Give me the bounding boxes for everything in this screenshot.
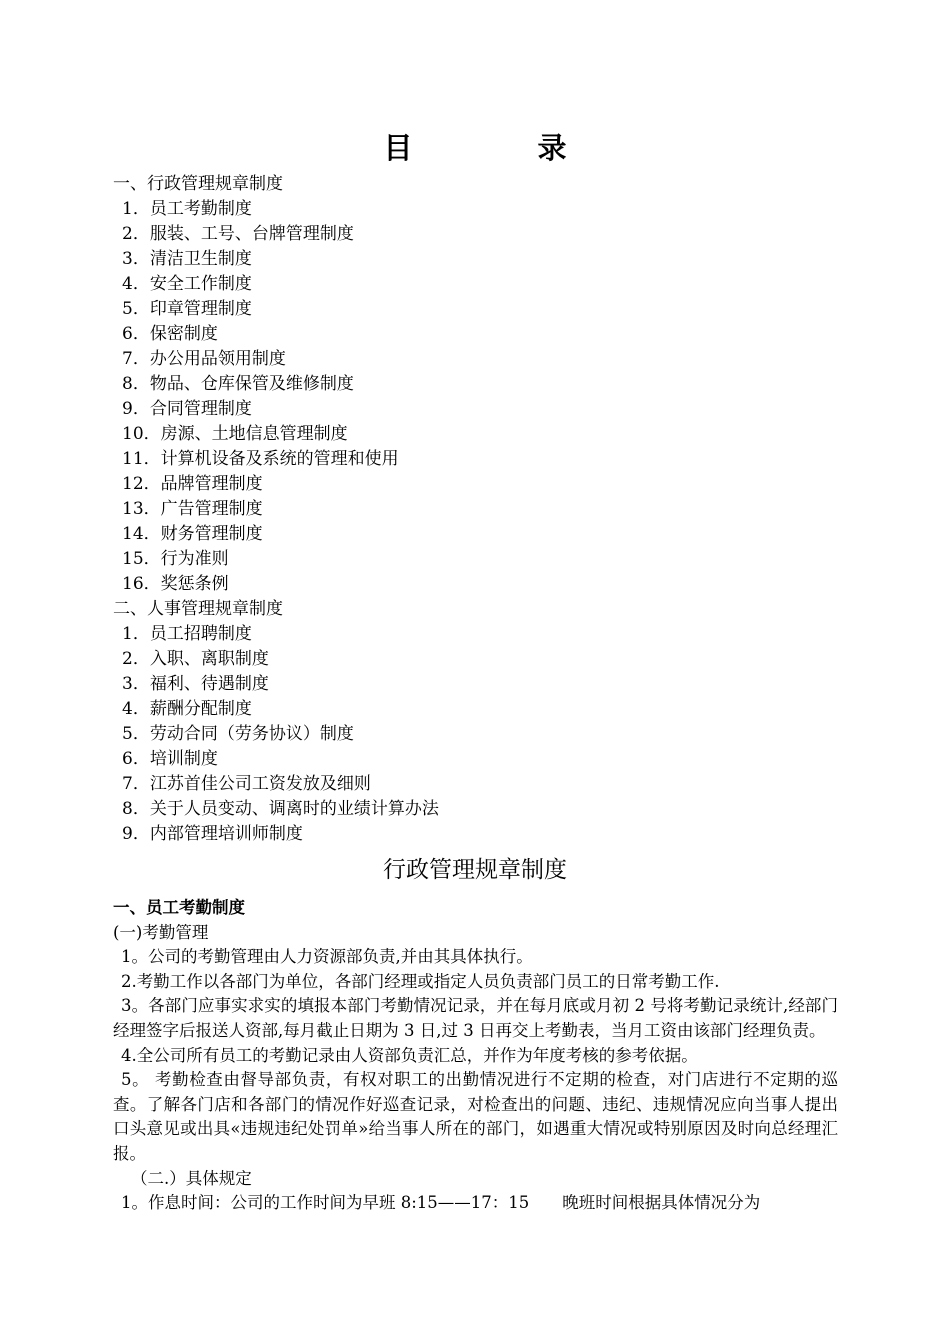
- toc-item: 3．福利、待遇制度: [122, 674, 269, 694]
- paragraph-6: 1。作息时间：公司的工作时间为早班 8:15——17：15 晚班时间根据具体情况分为: [121, 1193, 761, 1213]
- toc-item: 7．办公用品领用制度: [122, 349, 286, 369]
- paragraph-1: 1。公司的考勤管理由人力资源部负责,并由其具体执行。: [121, 947, 533, 967]
- paragraph-4: 4.全公司所有员工的考勤记录由人资部负责汇总，并作为年度考核的参考依据。: [121, 1045, 698, 1065]
- toc-item: 6．保密制度: [122, 324, 218, 344]
- subheading-attendance-management: (一)考勤管理: [113, 922, 209, 942]
- toc-item: 4．薪酬分配制度: [122, 699, 252, 719]
- section-title: 行政管理规章制度: [383, 857, 567, 883]
- paragraph-3: 3。各部门应事实求实的填报本部门考勤情况记录，并在每月底或月初 2 号将考勤记录统计,经部门经理签字后报送人资部,每月截止日期为 3 日,过 3 日再交上考勤表，当月工资由该部门经理负责。: [113, 996, 838, 1040]
- toc-item: 5．印章管理制度: [122, 299, 252, 319]
- table-of-contents: [113, 172, 853, 847]
- toc-item: 9．合同管理制度: [122, 399, 252, 419]
- toc-item: 1．员工考勤制度: [122, 199, 252, 219]
- toc-item: 11．计算机设备及系统的管理和使用: [122, 449, 399, 469]
- toc-item: 6．培训制度: [122, 749, 218, 769]
- toc-item: 16．奖惩条例: [122, 574, 229, 594]
- toc-item: 3．清洁卫生制度: [122, 249, 252, 269]
- toc-item: 8．关于人员变动、调离时的业绩计算办法: [122, 799, 439, 819]
- toc-item: 14．财务管理制度: [122, 524, 263, 544]
- toc-item: 15．行为准则: [122, 549, 229, 569]
- toc-item: 13．广告管理制度: [122, 499, 263, 519]
- section-body: [113, 896, 838, 1216]
- toc-item: 10．房源、土地信息管理制度: [122, 424, 348, 444]
- toc-item: 12．品牌管理制度: [122, 474, 263, 494]
- toc-item: 1．员工招聘制度: [122, 624, 252, 644]
- paragraph-2: 2.考勤工作以各部门为单位，各部门经理或指定人员负责部门员工的日常考勤工作.: [121, 971, 720, 991]
- toc-section: 一、行政管理规章制度: [113, 174, 283, 194]
- paragraph-5: 5。 考勤检查由督导部负责，有权对职工的出勤情况进行不定期的检查，对门店进行不定期的巡查。了解各门店和各部门的情况作好巡查记录，对检查出的问题、违纪、违规情况应向当事人提出口头意见或出具«违规违纪处罚单»给当事人所在的部门，如遇重大情况或特别原因及时向总经理汇报。: [113, 1070, 838, 1163]
- subheading-specific-rules: （二.）具体规定: [131, 1168, 252, 1188]
- toc-item: 7．江苏首佳公司工资发放及细则: [122, 774, 371, 794]
- toc-item: 2．服装、工号、台牌管理制度: [122, 224, 354, 244]
- toc-item: 8．物品、仓库保管及维修制度: [122, 374, 354, 394]
- toc-item: 9．内部管理培训师制度: [122, 824, 303, 844]
- toc-item: 2．入职、离职制度: [122, 649, 269, 669]
- toc-title: 目 录: [383, 131, 615, 165]
- toc-item: 5．劳动合同（劳务协议）制度: [122, 724, 354, 744]
- toc-item: 4．安全工作制度: [122, 274, 252, 294]
- chapter-heading: 一、员工考勤制度: [113, 898, 245, 917]
- toc-section: 二、人事管理规章制度: [113, 599, 283, 619]
